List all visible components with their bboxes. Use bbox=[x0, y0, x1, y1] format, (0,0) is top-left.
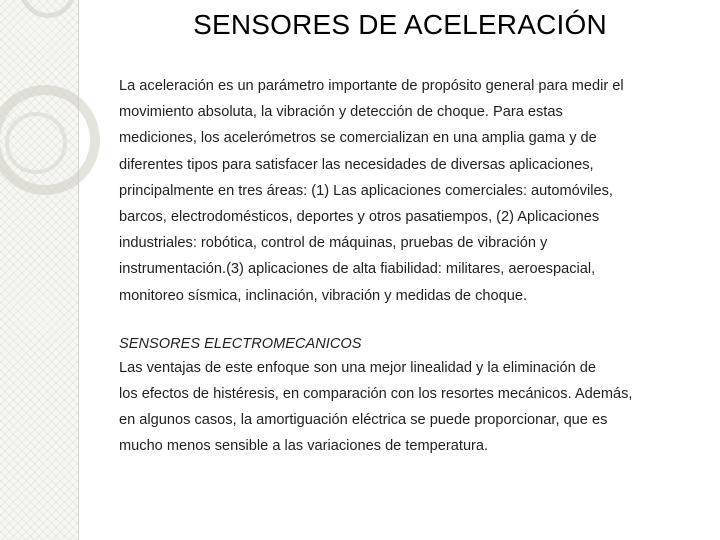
body-line: instrumentación.(3) aplicaciones de alta fiabilidad: militares, aeroespacial, bbox=[119, 261, 596, 278]
paragraph-acceleration bbox=[119, 73, 694, 309]
decorative-left-band bbox=[0, 0, 78, 540]
body-line: en algunos casos, la amortiguación eléctrica se puede proporcionar, que es bbox=[119, 412, 608, 429]
body-line: barcos, electrodomésticos, deportes y otros pasatiempos, (2) Aplicaciones bbox=[119, 209, 600, 226]
body-line: mediciones, los acelerómetros se comercializan en una amplia gama y de bbox=[119, 130, 597, 147]
body-line: los efectos de histéresis, en comparación con los resortes mecánicos. Además, bbox=[119, 386, 633, 403]
body-line: movimiento absoluta, la vibración y detección de choque. Para estas bbox=[119, 104, 563, 121]
body-line: La aceleración es un parámetro importante de propósito general para medir el bbox=[119, 78, 624, 94]
section-heading: SENSORES ELECTROMECANICOS bbox=[119, 335, 362, 352]
paragraph-electromechanical bbox=[119, 355, 694, 460]
body-line: principalmente en tres áreas: (1) Las aplicaciones comerciales: automóviles, bbox=[119, 182, 613, 199]
decorative-ring-inner bbox=[5, 112, 67, 174]
body-line: monitoreo sísmica, inclinación, vibración y medidas de choque. bbox=[119, 287, 528, 304]
body-line: mucho menos sensible a las variaciones de temperatura. bbox=[119, 438, 489, 455]
body-line: industriales: robótica, control de máquinas, pruebas de vibración y bbox=[119, 235, 548, 252]
slide-body bbox=[119, 73, 694, 460]
body-line: diferentes tipos para satisfacer las necesidades de diversas aplicaciones, bbox=[119, 156, 594, 173]
slide-title: SENSORES DE ACELERACIÓN bbox=[193, 9, 607, 40]
body-line: Las ventajas de este enfoque son una mejor linealidad y la eliminación de bbox=[119, 359, 597, 376]
decorative-divider bbox=[78, 0, 79, 540]
